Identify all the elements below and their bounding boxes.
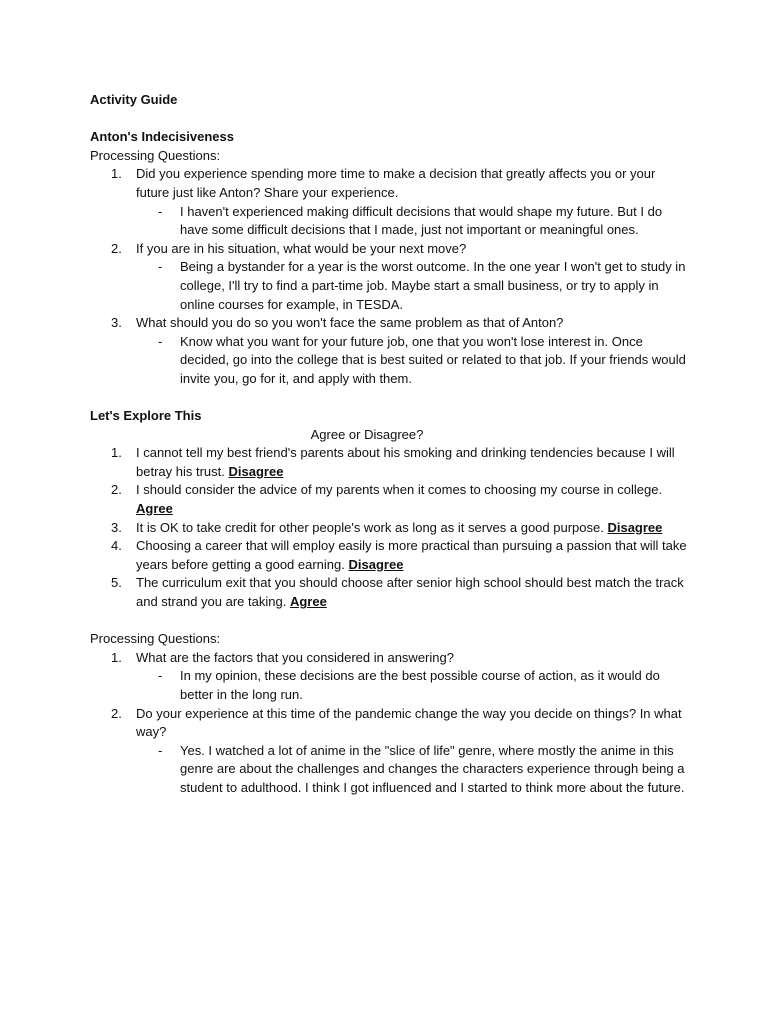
processing-questions-label: Processing Questions: (90, 147, 221, 163)
section-title-antons-indecisiveness: Anton's Indecisiveness (90, 129, 234, 145)
statement-item (90, 574, 690, 611)
answer-text: Being a bystander for a year is the worst outcome. In the one year I won't get to study in college, I'll try to find a part-time job. Maybe start a small business, or try to apply in online courses for example, in TESDA. (180, 259, 686, 312)
answer-list (136, 742, 690, 798)
question-number: 2. (111, 240, 122, 256)
statement-number: 5. (111, 575, 122, 591)
statement-number: 2. (111, 482, 122, 498)
bullet-dash: - (158, 259, 163, 275)
document-title: Activity Guide (90, 92, 178, 107)
processing-questions-label: Processing Questions: (90, 631, 221, 647)
statement-number: 3. (111, 519, 122, 535)
statement-number: 4. (111, 538, 122, 554)
question-number: 2. (111, 705, 122, 721)
processing-questions-list (90, 165, 690, 388)
question-item (90, 705, 690, 798)
question-number: 1. (111, 166, 122, 182)
statement-text: I cannot tell my best friend's parents about his smoking and drinking tendencies because I will betray his trust. (136, 445, 675, 479)
statement-item (90, 537, 690, 574)
statement-verdict: Agree (289, 594, 327, 610)
bullet-dash: - (158, 333, 163, 349)
answer-item (136, 333, 690, 389)
question-number: 1. (111, 649, 122, 665)
answer-text: Yes. I watched a lot of anime in the "slice of life" genre, where mostly the anime in this genre are about the challenges and changes the characters experience through being a student to adulthood. I think I got influenced and I started to think more about the future. (180, 742, 685, 795)
answer-item (136, 203, 690, 240)
answer-list (136, 667, 690, 704)
bullet-dash: - (158, 742, 163, 758)
processing-questions-list (90, 649, 690, 798)
statement-text: Choosing a career that will employ easily is more practical than pursuing a passion that will take years before getting a good earning. (136, 538, 687, 572)
answer-list (136, 333, 690, 389)
bullet-dash: - (158, 668, 163, 684)
statements-list (90, 444, 690, 611)
question-item (90, 649, 690, 705)
statement-number: 1. (111, 445, 122, 461)
answer-item (136, 742, 690, 798)
spacer (90, 110, 690, 129)
section-title-lets-explore-this: Let's Explore This (90, 408, 202, 424)
statement-text: The curriculum exit that you should choose after senior high school should best match the track and strand you are taking. (136, 575, 684, 610)
statement-verdict: Disagree (228, 463, 284, 479)
bullet-dash: - (158, 203, 163, 219)
question-number: 3. (111, 315, 122, 331)
answer-item (136, 667, 690, 704)
statement-text: I should consider the advice of my parents when it comes to choosing my course in college. (136, 482, 663, 498)
spacer (90, 612, 690, 631)
statement-verdict: Disagree (607, 519, 663, 535)
answer-item (136, 258, 690, 314)
question-item (90, 165, 690, 239)
statement-item (90, 481, 690, 518)
statement-verdict: Disagree (348, 556, 404, 572)
answer-list (136, 258, 690, 314)
answer-list (136, 203, 690, 240)
document-page (90, 91, 690, 798)
answer-text: Know what you want for your future job, one that you won't lose interest in. Once decided, go into the college that is best suited or related to that job. If your friends would invite you, go for it, and apply with them. (180, 333, 686, 386)
spacer (90, 389, 690, 408)
question-text: If you are in his situation, what would be your next move? (136, 240, 467, 256)
question-text: What are the factors that you considered in answering? (136, 649, 454, 665)
statement-item (90, 444, 690, 481)
agree-or-disagree-heading: Agree or Disagree? (310, 426, 424, 442)
question-item (90, 314, 690, 388)
question-item (90, 240, 690, 314)
question-text: Did you experience spending more time to make a decision that greatly affects you or your future just like Anton? Share your experience. (136, 166, 656, 200)
answer-text: I haven't experienced making difficult decisions that would shape my future. But I do have some difficult decisions that I made, just not important or meaningful ones. (180, 203, 663, 238)
statement-text: It is OK to take credit for other people's work as long as it serves a good purpose. (136, 519, 604, 535)
statement-item (90, 519, 690, 538)
question-text: What should you do so you won't face the same problem as that of Anton? (136, 315, 564, 331)
statement-verdict: Agree (136, 501, 173, 517)
answer-text: In my opinion, these decisions are the best possible course of action, as it would do better in the long run. (180, 668, 660, 702)
question-text: Do your experience at this time of the pandemic change the way you decide on things? In what way? (136, 705, 682, 740)
